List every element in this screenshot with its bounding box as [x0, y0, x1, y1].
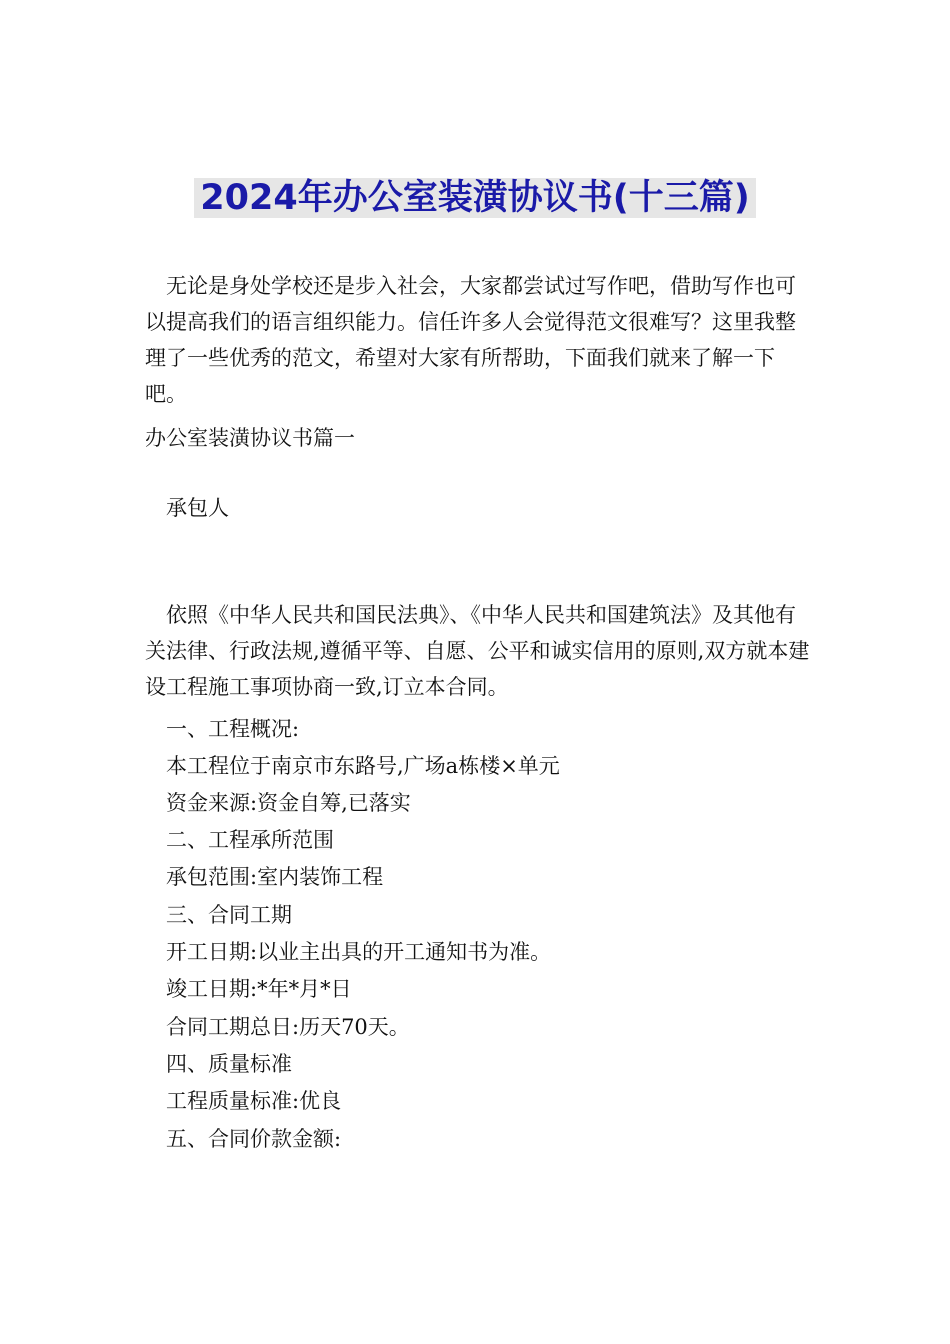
duration-line: 合同工期总日:历天70天。 [166, 1015, 410, 1039]
section-5-heading: 五、合同价款金额: [166, 1127, 342, 1151]
section-2-heading: 二、工程承所范围 [166, 828, 334, 852]
intro-paragraph: 无论是身处学校还是步入社会，大家都尝试过写作吧，借助写作也可以提高我们的语言组织能力。信任许多人会觉得范文很难写？这里我整理了一些优秀的范文，希望对大家有所帮助，下面我们就来了解一下吧。 [145, 274, 796, 406]
contract-scope-line: 承包范围:室内装饰工程 [166, 865, 384, 889]
contractor-label: 承包人 [166, 496, 229, 520]
section-heading: 办公室装潢协议书篇一 [145, 426, 355, 450]
document-title: 2024年办公室装潢协议书(十三篇) [194, 178, 755, 218]
document-title-block [0, 175, 950, 221]
section-1-heading: 一、工程概况: [166, 717, 300, 741]
start-date-line: 开工日期:以业主出具的开工通知书为准。 [166, 940, 552, 964]
section-4-heading: 四、质量标准 [166, 1052, 292, 1076]
project-location-line: 本工程位于南京市东路号,广场a栋楼×单元 [166, 754, 560, 778]
section-3-heading: 三、合同工期 [166, 903, 292, 927]
quality-standard-line: 工程质量标准:优良 [166, 1089, 342, 1113]
completion-date-line: 竣工日期:*年*月*日 [166, 977, 352, 1001]
basis-paragraph: 依照《中华人民共和国民法典》、《中华人民共和国建筑法》及其他有关法律、行政法规,遵循平等、自愿、公平和诚实信用的原则,双方就本建设工程施工事项协商一致,订立本合同。 [145, 603, 810, 699]
funding-source-line: 资金来源:资金自筹,已落实 [166, 791, 411, 815]
